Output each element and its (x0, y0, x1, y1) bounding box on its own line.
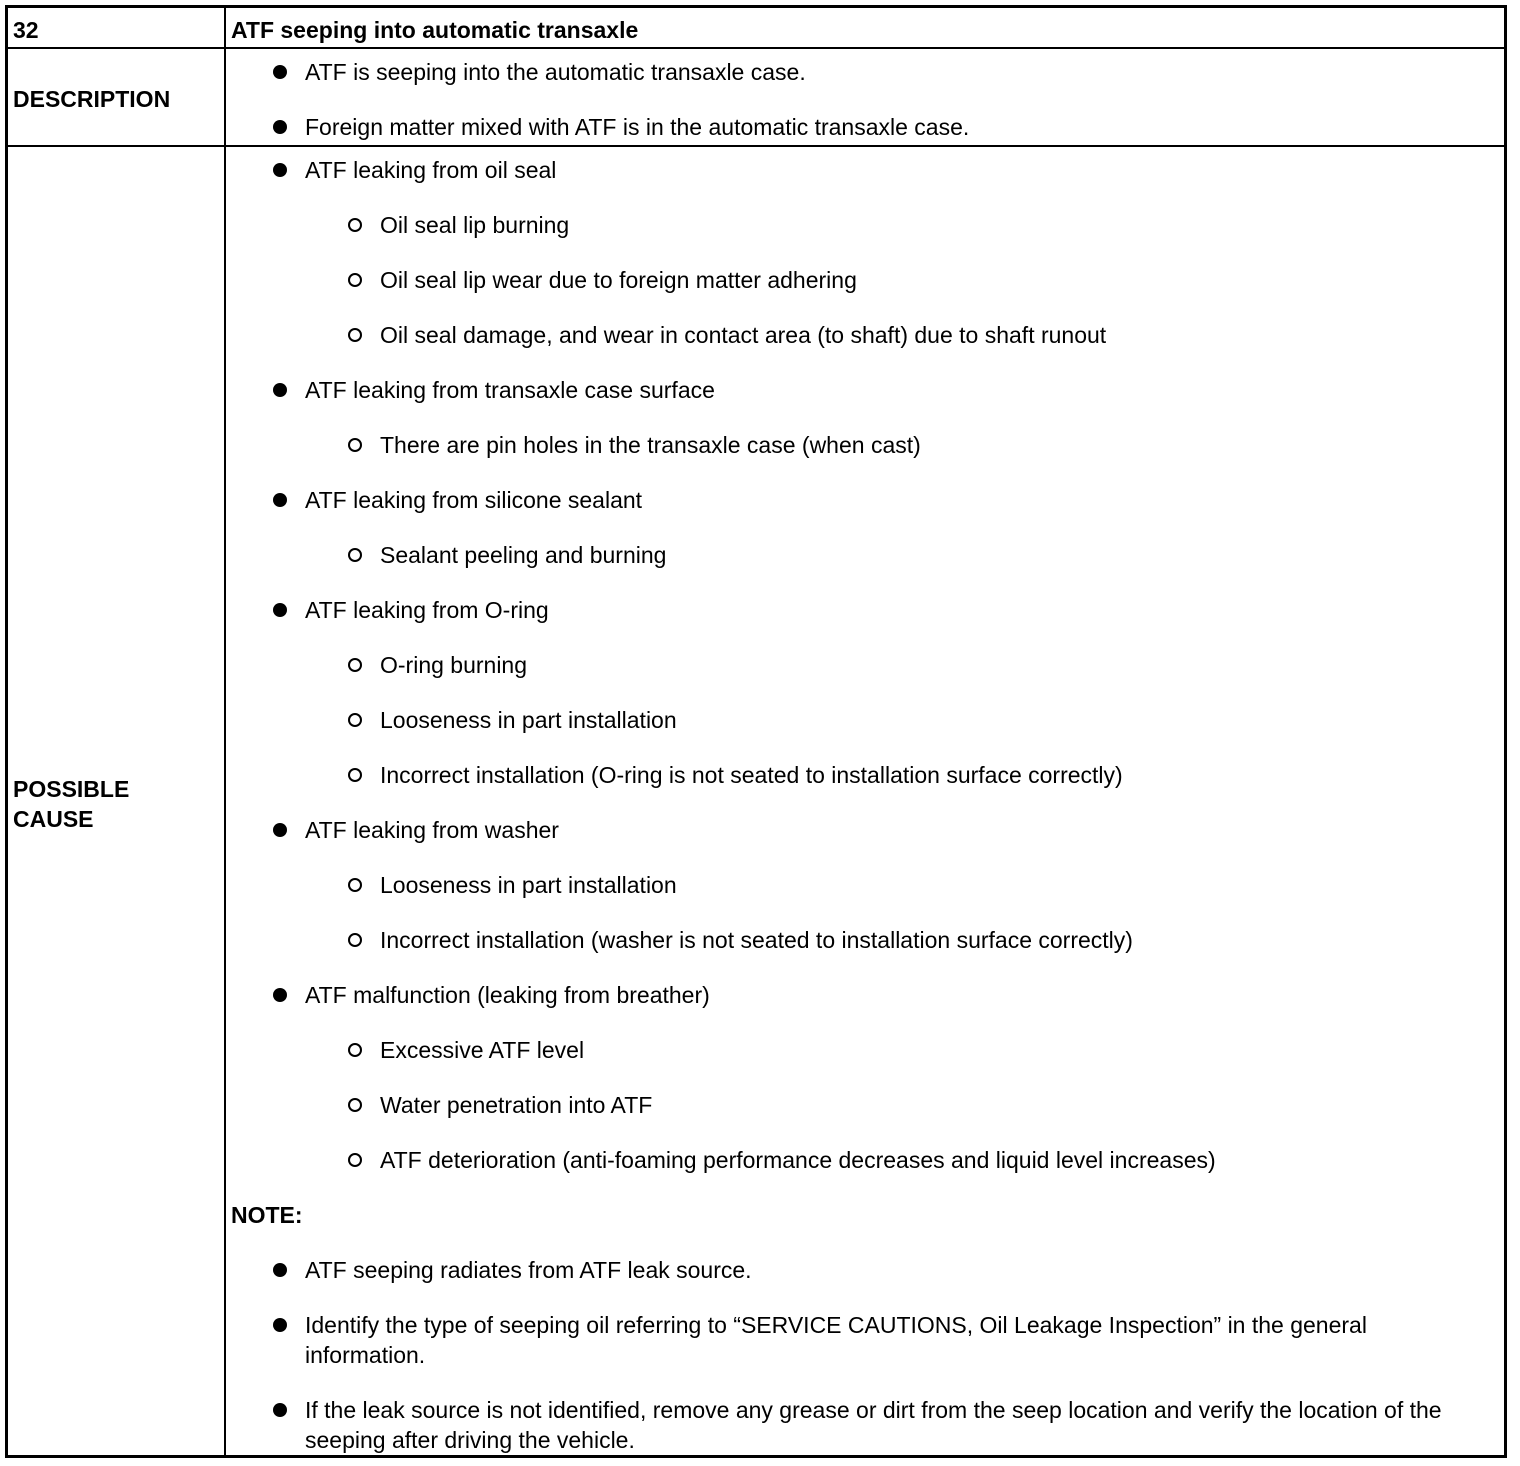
cause-subitem: Oil seal damage, and wear in contact area (to shaft) due to shaft runout (380, 322, 1107, 348)
bullet-icon (273, 493, 287, 507)
troubleshooting-table (5, 5, 1507, 1458)
bullet-icon (273, 163, 287, 177)
cause-subitem: Excessive ATF level (380, 1037, 585, 1063)
symptom-title: ATF seeping into automatic transaxle (231, 17, 639, 43)
cause-subitem: Water penetration into ATF (380, 1092, 653, 1118)
sub-bullet-icon (348, 328, 362, 342)
sub-bullet-icon (348, 878, 362, 892)
sub-bullet-icon (348, 1043, 362, 1057)
sub-bullet-icon (348, 713, 362, 727)
sub-bullet-icon (348, 933, 362, 947)
cause-subitem: Oil seal lip wear due to foreign matter adhering (380, 267, 857, 293)
item-number: 32 (13, 17, 39, 43)
sub-bullet-icon (348, 1098, 362, 1112)
description-item: ATF is seeping into the automatic transaxle case. (305, 59, 806, 85)
note-label: NOTE: (231, 1202, 303, 1228)
sub-bullet-icon (348, 768, 362, 782)
cause-subitem: Looseness in part installation (380, 707, 677, 733)
sub-bullet-icon (348, 218, 362, 232)
bullet-icon (273, 1403, 287, 1417)
bullet-icon (273, 988, 287, 1002)
cause-item: ATF leaking from silicone sealant (305, 487, 643, 513)
sub-bullet-icon (348, 548, 362, 562)
bullet-icon (273, 1263, 287, 1277)
cause-subitem: Incorrect installation (O-ring is not seated to installation surface correctly) (380, 762, 1123, 788)
description-label: DESCRIPTION (13, 86, 171, 112)
note-item: ATF seeping radiates from ATF leak source. (305, 1257, 752, 1283)
column-divider (224, 8, 226, 1455)
possible-cause-label: POSSIBLE (13, 776, 130, 802)
note-item: If the leak source is not identified, remove any grease or dirt from the seep location and verify the location of the seeping after driving the vehicle. (305, 1397, 1442, 1453)
cause-subitem: Sealant peeling and burning (380, 542, 667, 568)
sub-bullet-icon (348, 438, 362, 452)
bullet-icon (273, 65, 287, 79)
bullet-icon (273, 603, 287, 617)
cause-item: ATF leaking from O-ring (305, 597, 549, 623)
cause-subitem: There are pin holes in the transaxle case (when cast) (380, 432, 921, 458)
cause-subitem: ATF deterioration (anti-foaming performance decreases and liquid level increases) (380, 1147, 1216, 1173)
cause-subitem: Oil seal lip burning (380, 212, 570, 238)
bullet-icon (273, 823, 287, 837)
cause-item: ATF leaking from transaxle case surface (305, 377, 715, 403)
bullet-icon (273, 383, 287, 397)
possible-cause-label: CAUSE (13, 806, 94, 832)
sub-bullet-icon (348, 658, 362, 672)
cause-subitem: Incorrect installation (washer is not seated to installation surface correctly) (380, 927, 1133, 953)
sub-bullet-icon (348, 273, 362, 287)
cause-item: ATF leaking from washer (305, 817, 559, 843)
cause-subitem: Looseness in part installation (380, 872, 677, 898)
row-divider-description (8, 145, 1504, 147)
cause-item: ATF leaking from oil seal (305, 157, 557, 183)
cause-subitem: O-ring burning (380, 652, 528, 678)
description-item: Foreign matter mixed with ATF is in the automatic transaxle case. (305, 114, 970, 140)
bullet-icon (273, 120, 287, 134)
row-divider-header (8, 47, 1504, 49)
cause-item: ATF malfunction (leaking from breather) (305, 982, 710, 1008)
sub-bullet-icon (348, 1153, 362, 1167)
bullet-icon (273, 1318, 287, 1332)
note-item: Identify the type of seeping oil referring to “SERVICE CAUTIONS, Oil Leakage Inspection” in the general information. (305, 1312, 1367, 1368)
